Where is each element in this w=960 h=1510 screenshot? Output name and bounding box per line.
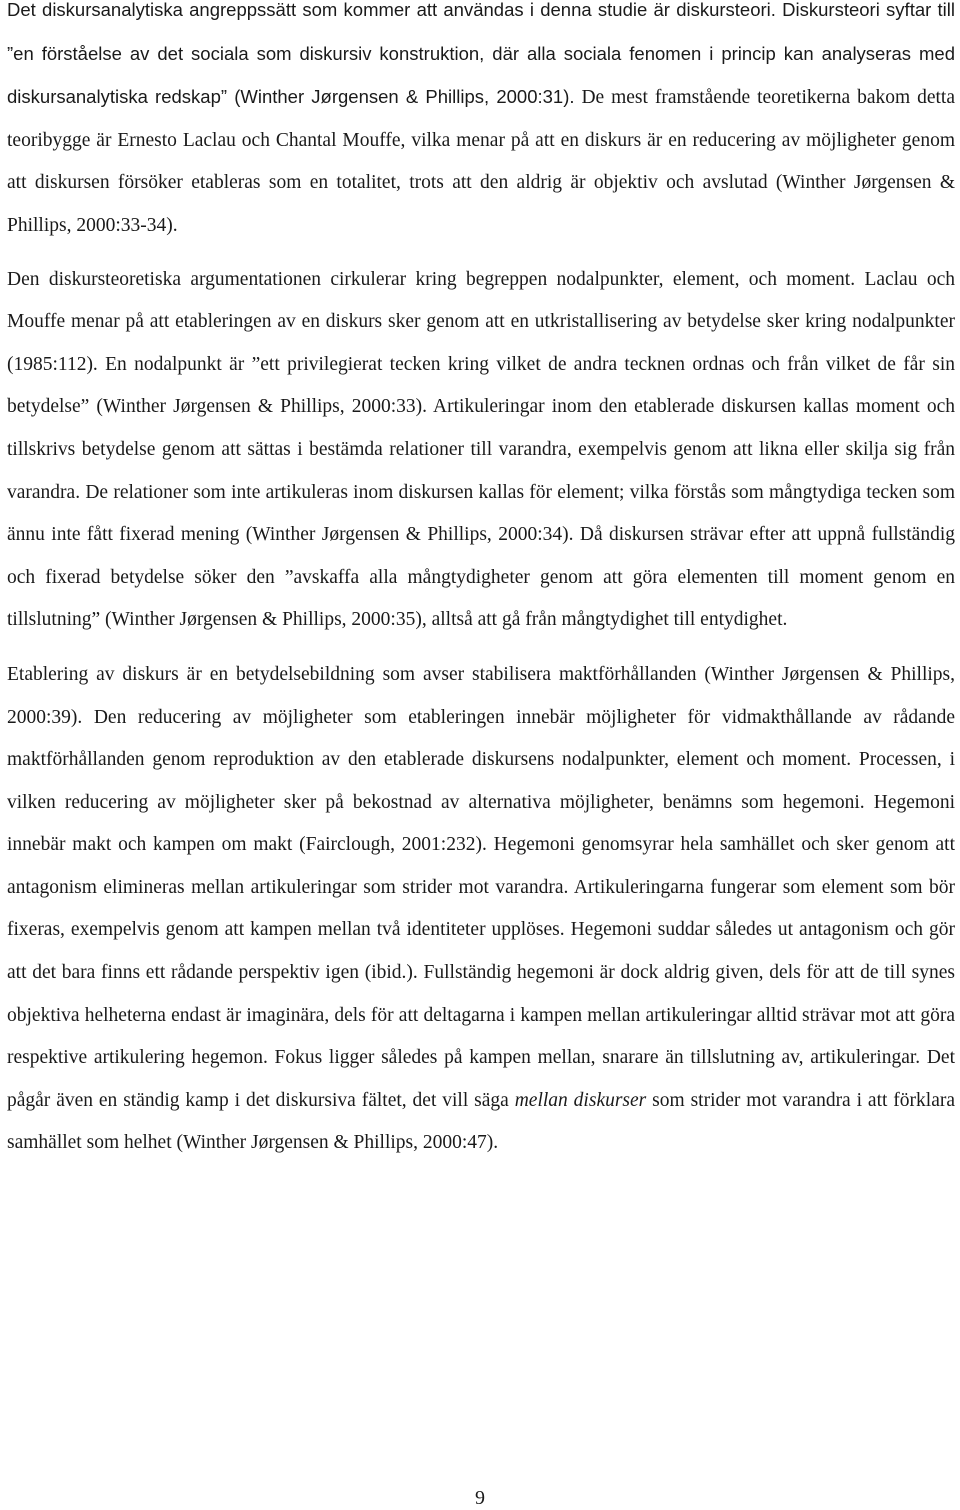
paragraph-intro-serif-text: De mest framstående teoretikerna bakom detta teoribygge är Ernesto Laclau och Chantal Mouffe, vilka menar på att en diskurs är en reducering av möjligheter genom att diskursen försöker etableras som en totalitet, trots att den aldrig är objektiv och avslutad (Winther Jørgensen & Phillips, 2000:33-34). [7,87,955,236]
page-number: 9 [475,1487,485,1509]
paragraph-nodalpunkter: Den diskursteoretiska argumentationen cirkulerar kring begreppen nodalpunkter, element, och moment. Laclau och Mouffe menar på att etableringen av en diskurs sker genom att en utkristallisering av betydelse sker kring nodalpunkter (1985:112). En nodalpunkt är ”ett privilegierat tecken kring vilket de andra tecknen ordnas och från vilket de får sin betydelse” (Winther Jørgensen & Phillips, 2000:33). Artikuleringar inom den etablerade diskursen kallas moment och tillskrivs betydelse genom att sättas i bestämda relationer till varandra, exempelvis genom att likna eller skilja sig från varandra. De relationer som inte artikuleras inom diskursen kallas för element; vilka förstås som mångtydiga tecken som ännu inte fått fixerad mening (Winther Jørgensen & Phillips, 2000:34). Då diskursen strävar efter att uppnå fullständig och fixerad betydelse söker den ”avskaffa alla mångtydigheter genom att göra elementen till moment genom en tillslutning” (Winther Jørgensen & Phillips, 2000:35), alltså att gå från mångtydighet till entydighet. [7,268,955,631]
document-page [7,0,955,1165]
italic-mellan-diskurser: mellan diskurser [514,1089,647,1111]
paragraph-intro-sans-text: Det diskursanalytiska angreppssätt som kommer att användas i denna studie är diskursteori. Diskursteori syftar till ”en förståelse av det sociala som diskursiv konstruktion, där alla sociala fenomen i princip kan analyseras med diskursanalytiska redskap” (Winther Jørgensen & Phillips, 2000:31). [7,0,955,108]
paragraph-hegemoni-text-before: Etablering av diskurs är en betydelsebildning som avser stabilisera maktförhållanden (Winther Jørgensen & Phillips, 2000:39). Den reducering av möjligheter som etableringen innebär möjligheter för vidmakthållande av rådande maktförhållanden genom reproduktion av den etablerade diskursens nodalpunkter, element och moment. Processen, i vilken reducering av möjligheter sker på bekostnad av alternativa möjligheter, benämns som hegemoni. Hegemoni innebär makt och kampen om makt (Fairclough, 2001:232). Hegemoni genomsyrar hela samhället och sker genom att antagonism elimineras mellan artikuleringar som strider mot varandra. Artikuleringarna fungerar som element som bör fixeras, exempelvis genom att kampen mellan två identiteter upplöses. Hegemoni suddar således ut antagonism och gör att det bara finns ett rådande perspektiv igen (ibid.). Fullständig hegemoni är dock aldrig given, dels för att de till synes objektiva helheterna endast är imaginära, dels för att deltagarna i kampen mellan artikuleringar alltid strävar mot att göra respektive artikulering hegemon. Fokus ligger således på kampen mellan, snarare än tillslutning av, artikuleringar. Det pågår även en ständig kamp i det diskursiva fältet, det vill säga [7,663,955,1111]
paragraph-hegemoni [7,654,955,1165]
paragraph-diskursteori-intro [7,0,955,248]
paragraph-hegemoni-text-after: som strider mot varandra i att förklara samhället som helhet (Winther Jørgensen & Phillips, 2000:47). [7,1089,956,1154]
